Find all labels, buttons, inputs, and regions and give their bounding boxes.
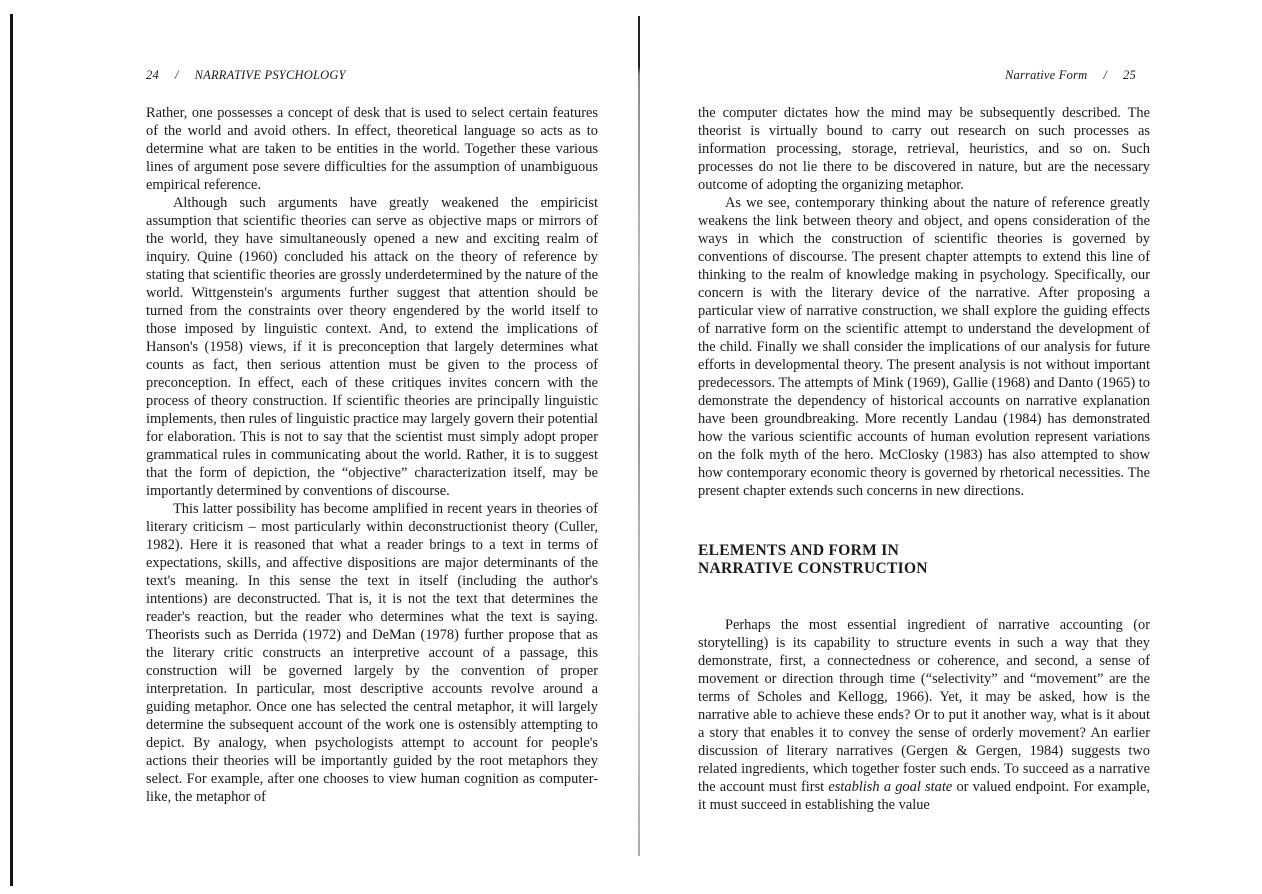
left-header-separator: / bbox=[174, 68, 179, 82]
right-paragraph-2: As we see, contemporary thinking about the nature of reference greatly weakens the link between theory and object, and opens consideration of the ways in which the construction of scientific theories is governed by conventions of discourse. The present chapter attempts to extend this line of thinking to the realm of knowledge making in psychology. Specifically, our concern is with the literary device of the narrative. After proposing a particular view of narrative construction, we shall explore the guiding effects of narrative form on the scientific attempt to understand the development of the child. Finally we shall consider the implications of our analysis for future efforts in developmental theory. The present analysis is not without important predecessors. The attempts of Mink (1969), Gallie (1968) and Danto (1965) to demonstrate the dependency of historical accounts on narrative explanation have been groundbreaking. More recently Landau (1984) has demonstrated how the various scientific accounts of human evolution represent variations on the folk myth of the hero. McClosky (1983) has also attempted to show how contemporary economic theory is governed by rhetorical necessities. The present chapter extends such concerns in new directions. bbox=[698, 195, 1150, 499]
book-gutter bbox=[638, 16, 640, 856]
left-running-head: NARRATIVE PSYCHOLOGY bbox=[194, 68, 346, 82]
right-paragraph-3 bbox=[698, 616, 1150, 814]
left-paragraph-1: Rather, one possesses a concept of desk that is used to select certain features of the world and avoid others. In effect, theoretical language so acts as to determine what are taken to be entities in the world. Together these various lines of argument pose severe difficulties for the assumption of unambiguous empirical reference. bbox=[146, 105, 598, 193]
left-paragraph-2: Although such arguments have greatly weakened the empiricist assumption that scientific theories can serve as objective maps or mirrors of the world, they have simultaneously opened a new and exciting realm of inquiry. Quine (1960) concluded his attack on the theory of reference by stating that scientific theories are grossly underdetermined by the nature of the world. Wittgenstein's arguments further suggest that attention should be turned from the constraints over theory engendered by the world itself to those imposed by linguistic context. And, to extend the implications of Hanson's (1958) views, if it is preconception that largely determines what counts as fact, then serious attention must be given to the process of preconception. In effect, each of these critiques invites concern with the process of theory construction. If scientific theories are principally linguistic implements, then rules of linguistic practice may largely govern their potential for elaboration. This is not to say that the scientist must simply adopt proper grammatical rules in communicating about the world. Rather, it is to suggest that the form of depiction, the “objective” characterization itself, may be importantly determined by conventions of discourse. bbox=[146, 195, 598, 499]
left-page-body bbox=[146, 104, 598, 806]
right-page-body bbox=[698, 104, 1150, 814]
left-running-header bbox=[146, 68, 346, 83]
right-paragraph-3-end: or valued endpoint. For example, it must succeed in establishing the value bbox=[698, 779, 1151, 813]
right-paragraph-3-start: Perhaps the most essential ingredient of narrative accounting (or storytelling) is its capability to structure events in such a way that they demonstrate, first, a connectedness or coherence, and second, a sense of movement or direction through time (“selectivity” and “movement” are the terms of Scholes and Kellogg, 1966). Yet, it may be asked, how is the narrative able to achieve these ends? Or to put it another way, what is it about a story that enables it to convey the sense of orderly movement? An earlier discussion of literary narratives (Gergen & Gergen, 1984) suggests two related ingredients, which together foster such ends. To succeed as a narrative the account must first bbox=[698, 617, 1150, 795]
section-heading bbox=[698, 542, 1150, 578]
left-page-number: 24 bbox=[146, 68, 159, 82]
right-header-separator: / bbox=[1103, 68, 1107, 82]
section-heading-line-2: NARRATIVE CONSTRUCTION bbox=[698, 560, 928, 577]
right-page-number: 25 bbox=[1123, 68, 1136, 82]
right-paragraph-1: the computer dictates how the mind may be subsequently described. The theorist is virtually bound to carry out research on such processes as information processing, storage, retrieval, heuristics, and so on. Such processes do not lie there to be discovered in nature, but are the necessary outcome of adopting the organizing metaphor. bbox=[698, 105, 1150, 193]
right-paragraph-3-emphasis: establish a goal state bbox=[828, 779, 953, 795]
right-running-header bbox=[1005, 68, 1136, 83]
right-running-head: Narrative Form bbox=[1005, 68, 1088, 82]
scan-page-edge bbox=[10, 14, 13, 886]
section-heading-line-1: ELEMENTS AND FORM IN bbox=[698, 542, 900, 559]
left-paragraph-3: This latter possibility has become amplified in recent years in theories of literary criticism – most particularly within deconstructionist theory (Culler, 1982). Here it is reasoned that what a reader brings to a text in terms of expectations, skills, and affective dispositions are major determinants of the text's meaning. In this sense the text in itself (including the author's intentions) are deconstructed. That is, it is not the text that determines the reader's reaction, but the reader who determines what the text is saying. Theorists such as Derrida (1972) and DeMan (1978) further propose that as the literary critic constructs an interpretive account of a passage, this construction will be governed largely by the convention of proper interpretation. In particular, most descriptive accounts revolve around a guiding metaphor. Once one has selected the central metaphor, it will largely determine the subsequent account of the work one is ostensibly attempting to depict. By analogy, when psychologists attempt to account for people's actions their theories will be importantly guided by the root metaphors they select. For example, after one chooses to view human cognition as computer-like, the metaphor of bbox=[146, 501, 598, 805]
